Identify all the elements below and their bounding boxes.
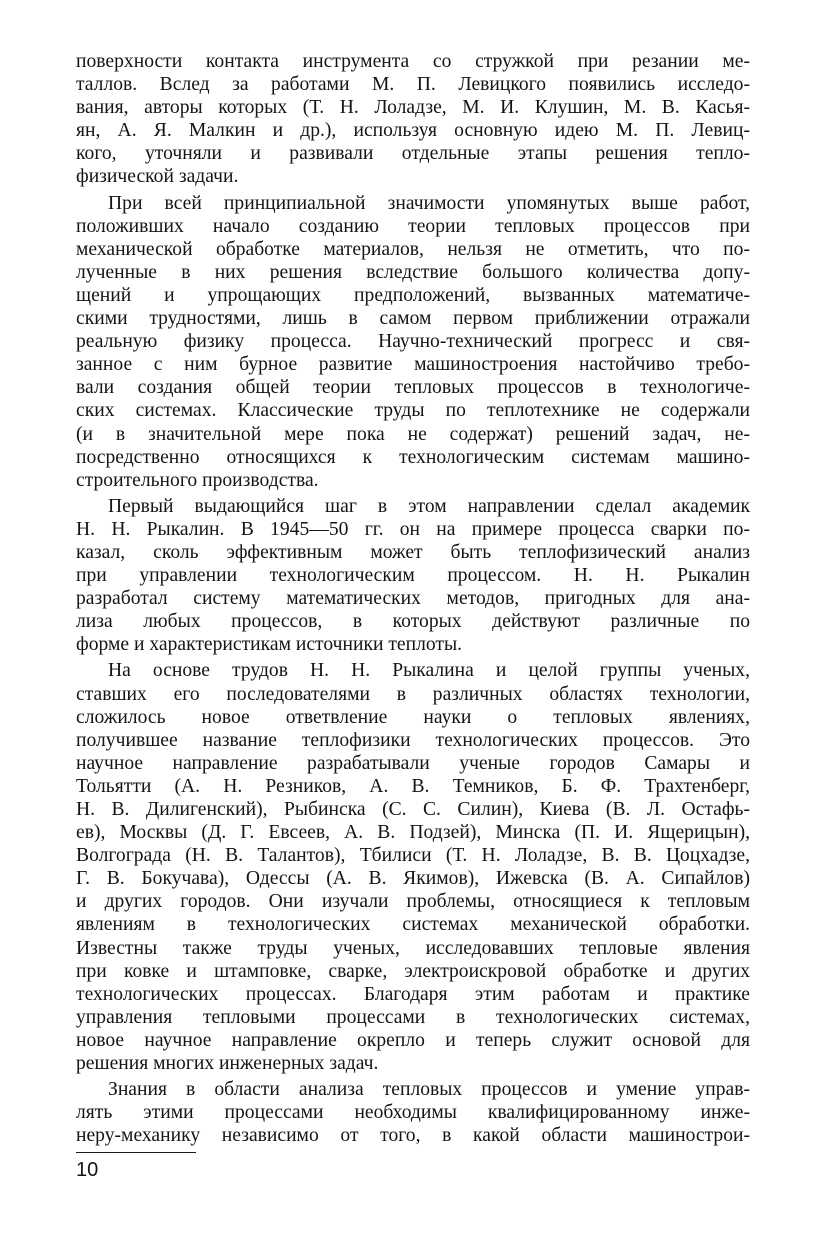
paragraph-1 [76, 50, 750, 189]
text-line: вания, авторы которых (Т. Н. Лоладзе, М. И. Клушин, М. В. Касья- [76, 97, 750, 119]
text-line: На основе трудов Н. Н. Рыкалина и целой группы ученых, [108, 660, 750, 682]
text-line: и других городов. Они изучали проблемы, относящиеся к тепловым [76, 891, 750, 913]
text-line: Н. В. Дилигенский), Рыбинска (С. С. Силин), Киева (В. Л. Остафь- [76, 799, 750, 820]
text-line: ставших его последователями в различных областях технологии, [76, 683, 750, 705]
text-line: кого, уточняли и развивали отдельные этапы решения тепло- [76, 143, 750, 165]
paragraph-4 [76, 659, 750, 1075]
text-line: (и в значительной мере пока не содержат) решений задач, не- [76, 423, 750, 445]
text-line: технологических процессах. Благодаря этим работам и практике [76, 983, 750, 1005]
text-line: посредственно относящихся к технологическим системам машино- [76, 446, 750, 468]
text-line: строительного производства. [76, 469, 319, 491]
text-line: форме и характеристикам источники теплоты. [76, 634, 463, 656]
text-line: Тольятти (А. Н. Резников, А. В. Темников, Б. Ф. Трахтенберг, [76, 775, 750, 797]
text-line: щений и упрощающих предположений, вызванных математиче- [76, 284, 750, 306]
paragraph-2 [76, 192, 750, 492]
text-line: явлениям в технологических системах механической обработки. [76, 914, 750, 936]
text-line: Знания в области анализа тепловых процессов и умение управ- [108, 1079, 750, 1101]
page-number: 10 [76, 1159, 99, 1181]
text-line: новое научное направление окрепло и теперь служит основой для [76, 1029, 750, 1051]
text-line: лиза любых процессов, в которых действуют различные по [76, 611, 750, 633]
text-line: положивших начало созданию теории тепловых процессов при [76, 215, 750, 237]
text-line: при ковке и штамповке, сварке, электроискровой обработке и других [76, 960, 750, 982]
text-line: лученные в них решения вследствие большого количества допу- [76, 261, 750, 283]
text-line: при управлении технологическим процессом. Н. Н. Рыкалин [76, 565, 750, 587]
text-line: Волгограда (Н. В. Талантов), Тбилиси (Т. Н. Лоладзе, В. В. Цоцхадзе, [76, 845, 750, 867]
text-line: Г. В. Бокучава), Одессы (А. В. Якимов), Ижевска (В. А. Сипайлов) [76, 868, 750, 890]
text-line: решения многих инженерных задач. [76, 1053, 379, 1075]
page-body [76, 50, 750, 1148]
text-line: скими трудностями, лишь в самом первом приближении отражали [76, 308, 750, 330]
text-line: Первый выдающийся шаг в этом направлении сделал академик [108, 495, 750, 517]
paragraph-5 [76, 1078, 750, 1147]
text-line: сложилось новое ответвление науки о тепловых явлениях, [76, 706, 750, 728]
text-line: научное направление разрабатывали ученые городов Самары и [76, 752, 750, 774]
text-line: При всей принципиальной значимости упомянутых выше работ, [108, 192, 750, 214]
text-line: ев), Москвы (Д. Г. Евсеев, А. В. Подзей), Минска (П. И. Ящерицын), [76, 822, 750, 844]
text-line: занное с ним бурное развитие машиностроения настойчиво требо- [76, 354, 750, 376]
text-line: казал, сколь эффективным может быть теплофизический анализ [76, 541, 750, 563]
text-line: Н. Н. Рыкалин. В 1945—50 гг. он на примере процесса сварки по- [76, 518, 750, 540]
text-line: реальную физику процесса. Научно-технический прогресс и свя- [76, 331, 750, 353]
text-line: ских системах. Классические труды по теплотехнике не содержали [76, 400, 750, 422]
text-line: получившее название теплофизики технологических процессов. Это [76, 729, 750, 751]
text-line: физической задачи. [76, 166, 239, 188]
text-line: поверхности контакта инструмента со стружкой при резании ме- [76, 51, 750, 72]
text-line: механической обработке материалов, нельзя не отметить, что по- [76, 238, 750, 260]
text-line: таллов. Вслед за работами М. П. Левицкого появились исследо- [76, 74, 750, 96]
paragraph-3 [76, 495, 750, 657]
text-line: лять этими процессами необходимы квалифицированному инже- [76, 1102, 750, 1124]
text-line: ян, А. Я. Малкин и др.), используя основную идею М. П. Левиц- [76, 120, 750, 142]
text-line: управления тепловыми процессами в технологических системах, [76, 1006, 750, 1028]
text-line: разработал систему математических методов, пригодных для ана- [76, 588, 750, 610]
footer-rule [76, 1152, 196, 1153]
text-line: вали создания общей теории тепловых процессов в технологиче- [76, 377, 750, 399]
text-line: Известны также труды ученых, исследовавших тепловые явления [76, 937, 750, 959]
text-line: неру-механику независимо от того, в какой области машинострои- [76, 1125, 750, 1147]
